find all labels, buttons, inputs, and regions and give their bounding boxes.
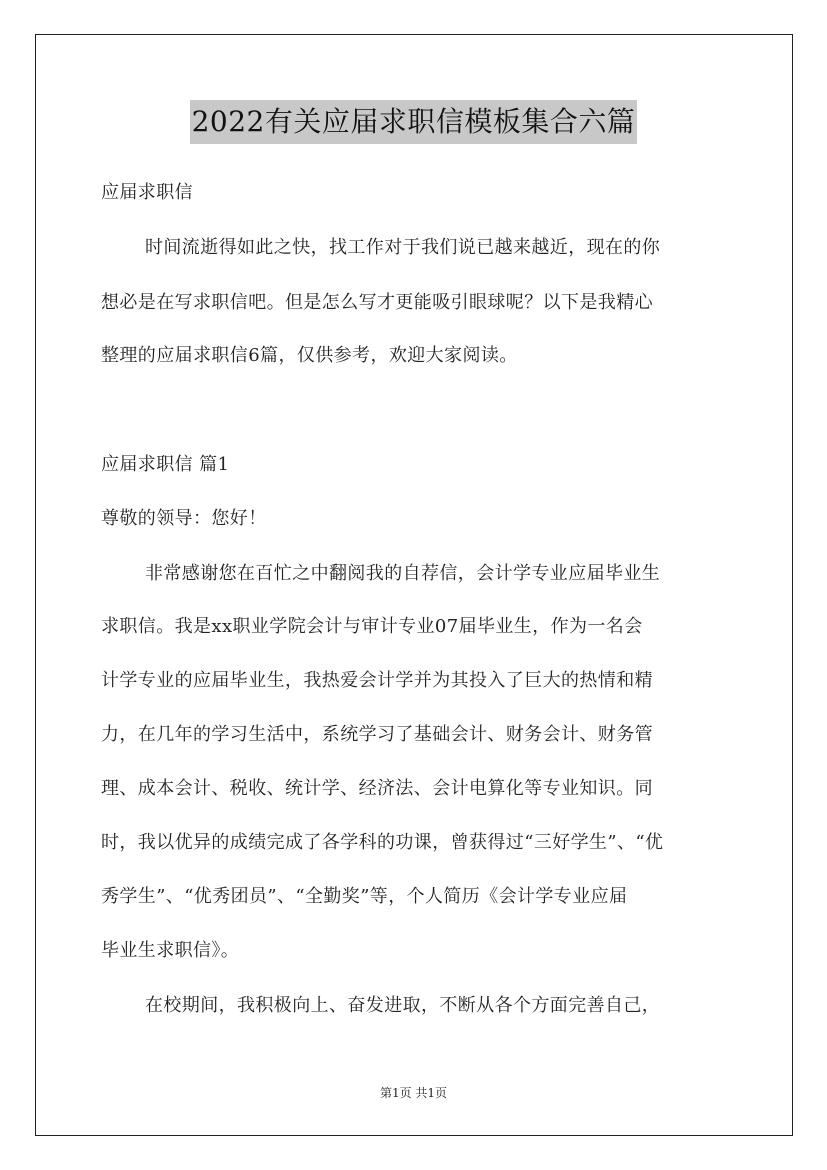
paragraph-line: 理、成本会计、税收、统计学、经济法、会计电算化等专业知识。同 <box>101 778 653 799</box>
page-number: 第1页 共1页 <box>379 1086 448 1100</box>
salutation: 尊敬的领导：您好！ <box>101 508 267 529</box>
paragraph-line: 求职信。我是xx职业学院会计与审计专业07届毕业生，作为一名会 <box>101 616 643 637</box>
paragraph-line: 力，在几年的学习生活中，系统学习了基础会计、财务会计、财务管 <box>101 724 653 745</box>
paragraph-line: 秀学生”、“优秀团员”、“全勤奖”等，个人简历《会计学专业应届 <box>101 886 628 907</box>
paragraph-line: 时间流逝得如此之快，找工作对于我们说已越来越近，现在的你 <box>145 237 661 258</box>
paragraph-line: 毕业生求职信》。 <box>101 940 240 961</box>
paragraph-line: 想必是在写求职信吧。但是怎么写才更能吸引眼球呢？以下是我精心 <box>101 292 653 313</box>
paragraph-line: 整理的应届求职信6篇，仅供参考，欢迎大家阅读。 <box>101 345 518 366</box>
section-heading: 应届求职信 <box>101 182 193 203</box>
document-title: 2022有关应届求职信模板集合六篇 <box>190 100 638 144</box>
paragraph-line: 在校期间，我积极向上、奋发进取，不断从各个方面完善自己， <box>145 995 661 1016</box>
paragraph-line: 非常感谢您在百忙之中翻阅我的自荐信，会计学专业应届毕业生 <box>145 563 661 584</box>
paragraph-line: 时，我以优异的成绩完成了各学科的功课，曾获得过“三好学生”、“优 <box>101 832 664 853</box>
section-heading: 应届求职信 篇1 <box>101 454 230 475</box>
paragraph-line: 计学专业的应届毕业生，我热爱会计学并为其投入了巨大的热情和精 <box>101 670 653 691</box>
title-container <box>0 100 827 144</box>
